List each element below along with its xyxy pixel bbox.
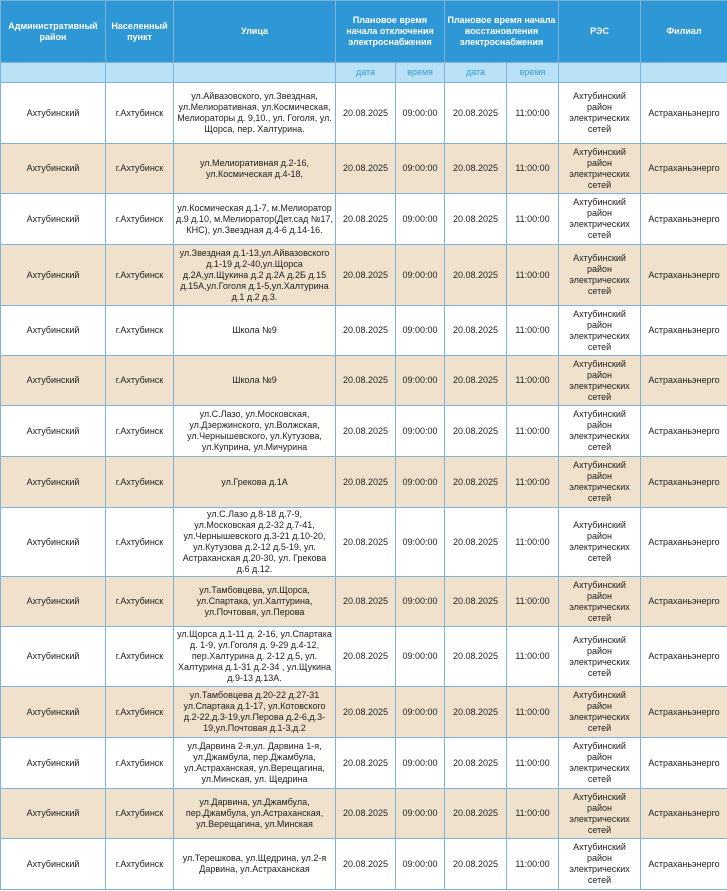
cell-district: Ахтубинский <box>1 83 106 144</box>
cell-on-time: 11:00:00 <box>507 356 559 406</box>
cell-locality: г.Ахтубинск <box>106 83 174 144</box>
cell-off-time: 09:00:00 <box>396 627 445 687</box>
table-row <box>1 789 727 839</box>
cell-street: ул.Дарвина 2-я,ул. Дарвина 1-я, ул.Джамбула, пер.Джамбула, ул.Астраханская, ул.Верещагина, ул.Минская, ул. Щедрина <box>174 738 336 789</box>
cell-on-date: 20.08.2025 <box>445 144 507 194</box>
cell-off-time: 09:00:00 <box>396 508 445 577</box>
cell-off-date: 20.08.2025 <box>336 687 396 738</box>
cell-res: Ахтубинский район электрических сетей <box>559 406 641 457</box>
cell-off-time: 09:00:00 <box>396 839 445 890</box>
cell-branch: Астраханьэнерго <box>641 627 727 687</box>
cell-res: Ахтубинский район электрических сетей <box>559 627 641 687</box>
cell-off-date: 20.08.2025 <box>336 738 396 789</box>
cell-on-time: 11:00:00 <box>507 789 559 839</box>
cell-res: Ахтубинский район электрических сетей <box>559 306 641 356</box>
cell-branch: Астраханьэнерго <box>641 789 727 839</box>
table-row <box>1 406 727 457</box>
cell-res: Ахтубинский район электрических сетей <box>559 839 641 890</box>
cell-district: Ахтубинский <box>1 508 106 577</box>
cell-on-date: 20.08.2025 <box>445 687 507 738</box>
cell-res: Ахтубинский район электрических сетей <box>559 687 641 738</box>
cell-off-date: 20.08.2025 <box>336 83 396 144</box>
header-restore-time: Плановое время начала восстановления электроснабжения <box>445 1 559 63</box>
table-row <box>1 144 727 194</box>
cell-locality: г.Ахтубинск <box>106 627 174 687</box>
cell-locality: г.Ахтубинск <box>106 356 174 406</box>
table-row <box>1 245 727 306</box>
table-row <box>1 194 727 245</box>
cell-res: Ахтубинский район электрических сетей <box>559 194 641 245</box>
cell-on-date: 20.08.2025 <box>445 245 507 306</box>
cell-res: Ахтубинский район электрических сетей <box>559 245 641 306</box>
cell-on-time: 11:00:00 <box>507 738 559 789</box>
cell-district: Ахтубинский <box>1 457 106 508</box>
header-locality: Населенный пункт <box>106 1 174 63</box>
cell-on-date: 20.08.2025 <box>445 356 507 406</box>
header-res: РЭС <box>559 1 641 63</box>
cell-branch: Астраханьэнерго <box>641 738 727 789</box>
cell-branch: Астраханьэнерго <box>641 356 727 406</box>
cell-off-time: 09:00:00 <box>396 577 445 627</box>
header-branch: Филиал <box>641 1 727 63</box>
cell-res: Ахтубинский район электрических сетей <box>559 83 641 144</box>
cell-district: Ахтубинский <box>1 839 106 890</box>
cell-on-time: 11:00:00 <box>507 839 559 890</box>
cell-off-time: 09:00:00 <box>396 245 445 306</box>
cell-on-date: 20.08.2025 <box>445 508 507 577</box>
cell-locality: г.Ахтубинск <box>106 306 174 356</box>
cell-street: ул.Звездная д.1-13,ул.Айвазовского д.1-19 д.2-40,ул.Щорса д.2А,ул.Щукина д.2 д.2А д.2Б д.15 д.15А,ул.Гоголя д.1-5,ул.Халтурина д.1 д.2 д.3. <box>174 245 336 306</box>
cell-street: ул.Тамбовцева д.20-22 д.27-31 ул.Спартака д.1-17, ул.Котовского д.2-22,д.3-19,ул.Перова д.2-6,д.3-19,ул.Почтовая д.1-3,д.2 <box>174 687 336 738</box>
cell-on-date: 20.08.2025 <box>445 457 507 508</box>
cell-district: Ахтубинский <box>1 306 106 356</box>
header-off-time: Плановое время начала отключения электроснабжения <box>336 1 445 63</box>
cell-street: Школа №9 <box>174 306 336 356</box>
table-row <box>1 577 727 627</box>
cell-district: Ахтубинский <box>1 738 106 789</box>
cell-on-date: 20.08.2025 <box>445 627 507 687</box>
cell-off-time: 09:00:00 <box>396 789 445 839</box>
cell-on-time: 11:00:00 <box>507 306 559 356</box>
cell-off-date: 20.08.2025 <box>336 356 396 406</box>
subheader-on-time: время <box>507 63 559 83</box>
table-row <box>1 687 727 738</box>
cell-district: Ахтубинский <box>1 144 106 194</box>
cell-on-time: 11:00:00 <box>507 687 559 738</box>
cell-street: ул.Мелиоративная д.2-16, ул.Космическая д.4-18, <box>174 144 336 194</box>
cell-branch: Астраханьэнерго <box>641 194 727 245</box>
cell-locality: г.Ахтубинск <box>106 789 174 839</box>
table-row <box>1 508 727 577</box>
table-row <box>1 356 727 406</box>
cell-district: Ахтубинский <box>1 577 106 627</box>
cell-off-date: 20.08.2025 <box>336 194 396 245</box>
cell-district: Ахтубинский <box>1 627 106 687</box>
subheader-empty <box>641 63 727 83</box>
cell-res: Ахтубинский район электрических сетей <box>559 789 641 839</box>
cell-off-time: 09:00:00 <box>396 738 445 789</box>
cell-on-date: 20.08.2025 <box>445 406 507 457</box>
table-row <box>1 306 727 356</box>
cell-on-time: 11:00:00 <box>507 194 559 245</box>
cell-street: ул.Космическая д.1-7, м.Мелиоратор д.9 д.10, м.Мелиоратор(Дет.сад №17, КНС), ул.Звездная д.4-6 д.14-16. <box>174 194 336 245</box>
subheader-off-time: время <box>396 63 445 83</box>
subheader-empty <box>106 63 174 83</box>
cell-district: Ахтубинский <box>1 687 106 738</box>
cell-res: Ахтубинский район электрических сетей <box>559 144 641 194</box>
cell-district: Ахтубинский <box>1 406 106 457</box>
cell-district: Ахтубинский <box>1 194 106 245</box>
cell-on-date: 20.08.2025 <box>445 789 507 839</box>
cell-locality: г.Ахтубинск <box>106 457 174 508</box>
cell-branch: Астраханьэнерго <box>641 306 727 356</box>
cell-off-date: 20.08.2025 <box>336 789 396 839</box>
cell-branch: Астраханьэнерго <box>641 839 727 890</box>
cell-on-date: 20.08.2025 <box>445 577 507 627</box>
cell-off-date: 20.08.2025 <box>336 306 396 356</box>
cell-on-date: 20.08.2025 <box>445 194 507 245</box>
header-district: Административный район <box>1 1 106 63</box>
cell-branch: Астраханьэнерго <box>641 406 727 457</box>
subheader-empty <box>174 63 336 83</box>
cell-street: ул.С.Лазо, ул.Московская, ул.Дзержинского, ул.Волжская, ул.Чернышевского, ул.Кутузова, ул.Куприна, ул.Мичурина <box>174 406 336 457</box>
cell-district: Ахтубинский <box>1 245 106 306</box>
cell-locality: г.Ахтубинск <box>106 245 174 306</box>
cell-off-date: 20.08.2025 <box>336 508 396 577</box>
cell-off-date: 20.08.2025 <box>336 627 396 687</box>
cell-off-time: 09:00:00 <box>396 356 445 406</box>
cell-on-date: 20.08.2025 <box>445 839 507 890</box>
cell-on-date: 20.08.2025 <box>445 738 507 789</box>
cell-branch: Астраханьэнерго <box>641 508 727 577</box>
cell-locality: г.Ахтубинск <box>106 508 174 577</box>
cell-district: Ахтубинский <box>1 789 106 839</box>
subheader-row <box>1 63 727 83</box>
cell-res: Ахтубинский район электрических сетей <box>559 457 641 508</box>
cell-locality: г.Ахтубинск <box>106 738 174 789</box>
cell-on-date: 20.08.2025 <box>445 83 507 144</box>
cell-street: ул.Тамбовцева, ул.Щорса, ул.Спартака, ул.Халтурина, ул.Почтовая, ул.Перова <box>174 577 336 627</box>
table-row <box>1 627 727 687</box>
subheader-off-date: дата <box>336 63 396 83</box>
cell-res: Ахтубинский район электрических сетей <box>559 508 641 577</box>
cell-off-time: 09:00:00 <box>396 144 445 194</box>
cell-on-time: 11:00:00 <box>507 508 559 577</box>
cell-off-date: 20.08.2025 <box>336 577 396 627</box>
cell-street: ул.Щорса д.1-11 д. 2-16, ул.Спартака д. 1-9, ул.Гоголя д. 9-29 д.4-12, пер.Халтурина д. 2-12 д.5, ул. Халтурина д.1-31 д.2-34 , ул.Щукина д.9-13 д.13А. <box>174 627 336 687</box>
table-row <box>1 83 727 144</box>
cell-off-date: 20.08.2025 <box>336 839 396 890</box>
cell-branch: Астраханьэнерго <box>641 687 727 738</box>
table-row <box>1 839 727 890</box>
cell-locality: г.Ахтубинск <box>106 144 174 194</box>
cell-off-time: 09:00:00 <box>396 194 445 245</box>
cell-on-date: 20.08.2025 <box>445 306 507 356</box>
cell-off-date: 20.08.2025 <box>336 245 396 306</box>
cell-off-time: 09:00:00 <box>396 83 445 144</box>
cell-on-time: 11:00:00 <box>507 577 559 627</box>
cell-res: Ахтубинский район электрических сетей <box>559 577 641 627</box>
cell-off-date: 20.08.2025 <box>336 144 396 194</box>
header-row <box>1 1 727 63</box>
cell-on-time: 11:00:00 <box>507 406 559 457</box>
cell-street: Школа №9 <box>174 356 336 406</box>
cell-off-time: 09:00:00 <box>396 406 445 457</box>
subheader-on-date: дата <box>445 63 507 83</box>
cell-street: ул.С.Лазо д.8-18 д.7-9, ул.Московская д.2-32 д.7-41, ул.Чернышевского д.3-21 д.10-20, ул.Кутузова д.2-12 д.5-19, ул. Астраханская д.20-30, ул. Грекова д.6 д.12. <box>174 508 336 577</box>
cell-locality: г.Ахтубинск <box>106 406 174 457</box>
cell-branch: Астраханьэнерго <box>641 144 727 194</box>
cell-street: ул.Терешкова, ул.Щедрина, ул.2-я Дарвина, ул.Астраханская <box>174 839 336 890</box>
subheader-empty <box>559 63 641 83</box>
cell-off-time: 09:00:00 <box>396 687 445 738</box>
cell-off-date: 20.08.2025 <box>336 457 396 508</box>
cell-on-time: 11:00:00 <box>507 83 559 144</box>
cell-off-time: 09:00:00 <box>396 457 445 508</box>
cell-street: ул.Грекова д.1А <box>174 457 336 508</box>
subheader-empty <box>1 63 106 83</box>
cell-res: Ахтубинский район электрических сетей <box>559 738 641 789</box>
cell-res: Ахтубинский район электрических сетей <box>559 356 641 406</box>
cell-street: ул.Дарвина, ул.Джамбула, пер.Джамбула, ул.Астраханская, ул.Верещагина, ул.Минская <box>174 789 336 839</box>
cell-branch: Астраханьэнерго <box>641 577 727 627</box>
cell-on-time: 11:00:00 <box>507 627 559 687</box>
table-row <box>1 738 727 789</box>
cell-branch: Астраханьэнерго <box>641 83 727 144</box>
cell-off-date: 20.08.2025 <box>336 406 396 457</box>
cell-on-time: 11:00:00 <box>507 144 559 194</box>
cell-off-time: 09:00:00 <box>396 306 445 356</box>
cell-street: ул.Айвазовского, ул.Звездная, ул.Мелиоративная, ул.Космическая, Мелиораторы д. 9,10., ул. Гоголя, ул. Щорса, пер. Халтурина. <box>174 83 336 144</box>
cell-branch: Астраханьэнерго <box>641 457 727 508</box>
cell-locality: г.Ахтубинск <box>106 839 174 890</box>
cell-locality: г.Ахтубинск <box>106 577 174 627</box>
cell-district: Ахтубинский <box>1 356 106 406</box>
cell-locality: г.Ахтубинск <box>106 194 174 245</box>
cell-on-time: 11:00:00 <box>507 457 559 508</box>
header-street: Улица <box>174 1 336 63</box>
cell-locality: г.Ахтубинск <box>106 687 174 738</box>
cell-on-time: 11:00:00 <box>507 245 559 306</box>
cell-branch: Астраханьэнерго <box>641 245 727 306</box>
table-row <box>1 457 727 508</box>
